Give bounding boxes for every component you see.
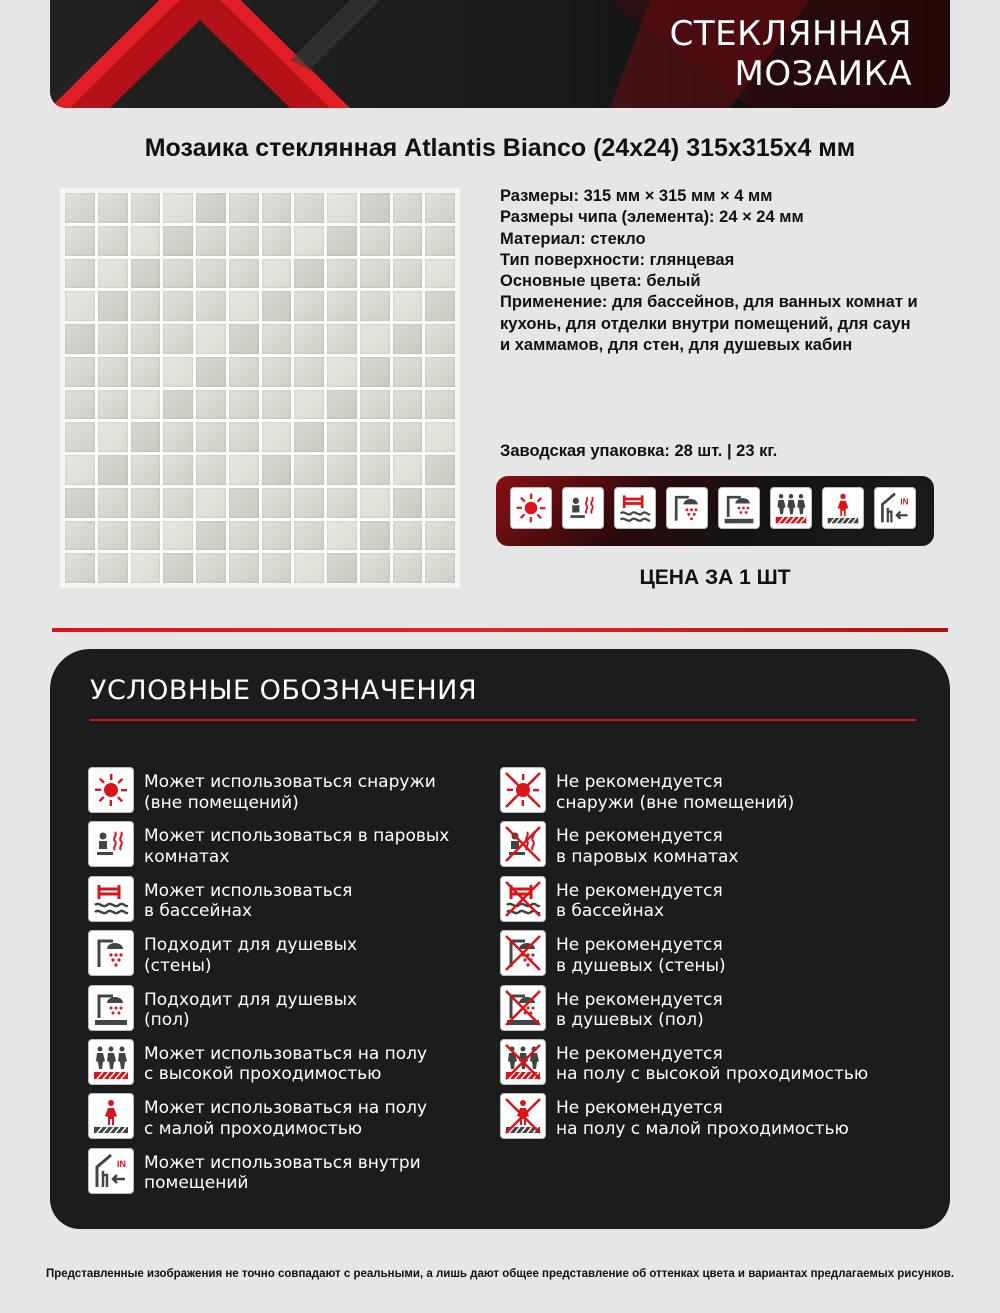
mosaic-tile [65,357,95,387]
header-banner [50,0,950,108]
pool-icon [500,876,546,922]
mosaic-tile [327,324,357,354]
mosaic-tile [229,455,259,485]
mosaic-tile [163,455,193,485]
mosaic-tile [294,521,324,551]
mosaic-tile [65,193,95,223]
sun-icon [500,767,546,813]
shower-floor-icon [500,985,546,1031]
mosaic-tile [98,390,128,420]
mosaic-tile [131,521,161,551]
mosaic-tile [65,521,95,551]
mosaic-tile [360,521,390,551]
mosaic-tile [229,390,259,420]
mosaic-tile [163,390,193,420]
mosaic-tile [196,422,226,452]
mosaic-tile [131,553,161,583]
legend-item-label: Не рекомендуется в душевых (пол) [556,989,723,1031]
pool-icon [88,876,134,922]
mosaic-tile [131,291,161,321]
mosaic-tile [360,193,390,223]
mosaic-tile [229,553,259,583]
indoor-icon [874,487,916,529]
mosaic-tile [262,193,292,223]
mosaic-tile [131,259,161,289]
usage-icons [510,487,916,529]
mosaic-tile [131,488,161,518]
mosaic-tile [294,422,324,452]
legend-item [500,930,868,984]
mosaic-tile [196,226,226,256]
legend-item-label: Может использоваться снаружи (вне помещений) [144,772,436,813]
legend-item-label: Подходит для душевых (пол) [144,989,358,1031]
mosaic-tile [360,488,390,518]
mosaic-tile [65,488,95,518]
disclaimer: Представленные изображения не точно совпадают с реальными, а лишь дают общее представление об оттенках цвета и вариантах предлагаемых рисунков. [45,1268,955,1280]
price-label: ЦЕНА ЗА 1 ШТ [639,566,791,589]
mosaic-tile [98,324,128,354]
spec-chip-size: Размеры чипа (элемента): 24 × 24 мм [500,208,804,227]
legend-item [500,767,868,821]
mosaic-tile [65,259,95,289]
legend-panel [50,649,950,1229]
legend-item-label: Может использоваться на полу с высокой проходимостью [144,1043,428,1085]
pool-icon [614,487,656,529]
legend-item-label: Подходит для душевых (стены) [144,935,358,976]
mosaic-tile [327,422,357,452]
mosaic-tile [360,422,390,452]
mosaic-tile [425,259,455,289]
legend-item-label: Может использоваться в бассейнах [144,880,353,922]
legend-item [500,821,868,875]
mosaic-tile [425,226,455,256]
mosaic-tile [294,488,324,518]
mosaic-tile [393,422,423,452]
mosaic-tile [360,357,390,387]
packing-info: Заводская упаковка: 28 шт. | 23 кг. [500,442,778,460]
low-traffic-floor-icon [822,487,864,529]
mosaic-tile [262,390,292,420]
mosaic-tile [229,422,259,452]
spec-material: Материал: стекло [500,229,646,248]
mosaic-tile [229,488,259,518]
sun-icon [510,487,552,529]
mosaic-tile [98,357,128,387]
mosaic-tile [294,226,324,256]
mosaic-tile [425,390,455,420]
shower-wall-icon [88,930,134,976]
mosaic-tile [65,390,95,420]
mosaic-tile [262,488,292,518]
mosaic-tile [425,291,455,321]
mosaic-tile [393,357,423,387]
legend-item [88,821,449,875]
low-traffic-floor-icon [88,1093,134,1139]
shower-wall-icon [500,930,546,976]
mosaic-tile [229,521,259,551]
mosaic-tile [65,422,95,452]
steam-room-icon [88,821,134,867]
mosaic-tile [262,226,292,256]
high-traffic-floor-icon [770,487,812,529]
high-traffic-floor-icon [88,1039,134,1085]
mosaic-tile [393,226,423,256]
banner-title [670,14,912,94]
banner-title-line2: МОЗАИКА [734,54,912,94]
mosaic-tile [65,226,95,256]
mosaic-tile [360,226,390,256]
mosaic-tile [425,193,455,223]
mosaic-tile [163,488,193,518]
legend-allowed-column [88,767,449,1202]
mosaic-tile [425,521,455,551]
shower-floor-icon [718,487,760,529]
mosaic-tile [393,259,423,289]
mosaic-tile [393,553,423,583]
mosaic-tile [262,521,292,551]
mosaic-tile [360,390,390,420]
mosaic-tile [163,226,193,256]
mosaic-tile [327,521,357,551]
spec-dimensions: Размеры: 315 мм × 315 мм × 4 мм [500,187,773,205]
mosaic-tile [163,193,193,223]
steam-room-icon [500,821,546,867]
mosaic-tile [327,291,357,321]
mosaic-tile [196,521,226,551]
mosaic-tile [327,357,357,387]
product-specs [500,186,940,356]
mosaic-tile [196,553,226,583]
mosaic-tile [294,357,324,387]
legend-item [500,876,868,930]
mosaic-tile [262,422,292,452]
mosaic-tile [131,357,161,387]
legend-item [88,1148,449,1202]
spec-colors: Основные цвета: белый [500,272,701,291]
mosaic-tile [393,521,423,551]
mosaic-tile [163,521,193,551]
legend-item [88,1039,449,1093]
mosaic-grid [65,193,455,583]
mosaic-tile [65,455,95,485]
mosaic-tile [98,488,128,518]
legend-underline [90,719,916,721]
legend-title: УСЛОВНЫЕ ОБОЗНАЧЕНИЯ [90,675,478,706]
mosaic-tile [393,324,423,354]
mosaic-tile [393,455,423,485]
shower-floor-icon [88,985,134,1031]
mosaic-tile [131,324,161,354]
legend-item [88,1093,449,1147]
mosaic-tile [360,553,390,583]
mosaic-tile [229,193,259,223]
mosaic-tile [262,357,292,387]
mosaic-tile [425,324,455,354]
product-image [60,188,460,588]
mosaic-tile [360,291,390,321]
mosaic-tile [196,488,226,518]
mosaic-tile [196,291,226,321]
mosaic-tile [98,521,128,551]
mosaic-tile [163,324,193,354]
legend-item [500,985,868,1039]
red-divider [52,628,948,632]
legend-item-label: Не рекомендуется в паровых комнатах [556,826,739,867]
mosaic-tile [327,553,357,583]
mosaic-tile [131,422,161,452]
mosaic-tile [163,553,193,583]
mosaic-tile [327,226,357,256]
mosaic-tile [294,291,324,321]
legend-item [500,1093,868,1147]
mosaic-tile [196,193,226,223]
mosaic-tile [98,455,128,485]
mosaic-tile [262,553,292,583]
sun-icon [88,767,134,813]
mosaic-tile [262,259,292,289]
mosaic-tile [425,422,455,452]
mosaic-tile [327,259,357,289]
mosaic-tile [262,291,292,321]
legend-item [88,767,449,821]
svg-text:IN: IN [117,1158,126,1169]
mosaic-tile [98,259,128,289]
mosaic-tile [229,226,259,256]
mosaic-tile [229,324,259,354]
mosaic-tile [294,455,324,485]
legend-item-label: Не рекомендуется на полу с малой проходимостью [556,1098,849,1139]
mosaic-tile [294,193,324,223]
usage-icons-strip [496,476,934,546]
banner-title-line1: СТЕКЛЯННАЯ [669,14,912,54]
mosaic-tile [163,259,193,289]
mosaic-tile [229,259,259,289]
mosaic-tile [131,226,161,256]
mosaic-tile [360,324,390,354]
mosaic-tile [327,390,357,420]
mosaic-tile [229,357,259,387]
mosaic-tile [196,324,226,354]
mosaic-tile [98,226,128,256]
mosaic-tile [393,488,423,518]
mosaic-tile [327,193,357,223]
mosaic-tile [262,455,292,485]
mosaic-tile [262,324,292,354]
mosaic-tile [327,455,357,485]
legend-item [88,985,449,1039]
mosaic-tile [98,291,128,321]
legend-item-label: Не рекомендуется снаружи (вне помещений) [556,772,795,813]
legend-not-recommended-column [500,767,868,1148]
mosaic-tile [393,291,423,321]
mosaic-tile [425,553,455,583]
spec-application: Применение: для бассейнов, для ванных комнат и кухонь, для отделки внутри помещений, для саун и хаммамов, для стен, для душевых кабин [500,293,918,355]
svg-text:IN: IN [900,497,909,507]
mosaic-tile [229,291,259,321]
high-traffic-floor-icon [500,1039,546,1085]
mosaic-tile [425,455,455,485]
indoor-icon [88,1148,134,1194]
legend-item-label: Может использоваться внутри помещений [144,1152,421,1194]
mosaic-tile [163,357,193,387]
legend-item [500,1039,868,1093]
mosaic-tile [98,193,128,223]
mosaic-tile [65,553,95,583]
mosaic-tile [196,357,226,387]
mosaic-tile [294,553,324,583]
mosaic-tile [294,390,324,420]
mosaic-tile [131,455,161,485]
mosaic-tile [98,422,128,452]
legend-item-label: Не рекомендуется на полу с высокой проходимостью [556,1043,869,1085]
mosaic-tile [425,488,455,518]
legend-item-label: Может использоваться в паровых комнатах [144,826,450,867]
product-title: Мозаика стеклянная Atlantis Bianco (24x24) 315x315x4 мм [144,134,856,162]
legend-item [88,930,449,984]
mosaic-tile [393,193,423,223]
legend-item [88,876,449,930]
mosaic-tile [65,291,95,321]
mosaic-tile [360,259,390,289]
mosaic-tile [294,324,324,354]
legend-item-label: Может использоваться на полу с малой проходимостью [144,1098,428,1139]
low-traffic-floor-icon [500,1093,546,1139]
mosaic-tile [196,455,226,485]
mosaic-tile [196,259,226,289]
mosaic-tile [393,390,423,420]
mosaic-tile [294,259,324,289]
mosaic-tile [65,324,95,354]
shower-wall-icon [666,487,708,529]
spec-surface: Тип поверхности: глянцевая [500,250,735,269]
mosaic-tile [163,291,193,321]
legend-item-label: Не рекомендуется в бассейнах [556,880,723,922]
mosaic-tile [425,357,455,387]
mosaic-tile [196,390,226,420]
mosaic-tile [163,422,193,452]
legend-item-label: Не рекомендуется в душевых (стены) [556,935,726,976]
mosaic-tile [327,488,357,518]
mosaic-tile [131,193,161,223]
steam-room-icon [562,487,604,529]
mosaic-tile [131,390,161,420]
mosaic-tile [360,455,390,485]
mosaic-tile [98,553,128,583]
